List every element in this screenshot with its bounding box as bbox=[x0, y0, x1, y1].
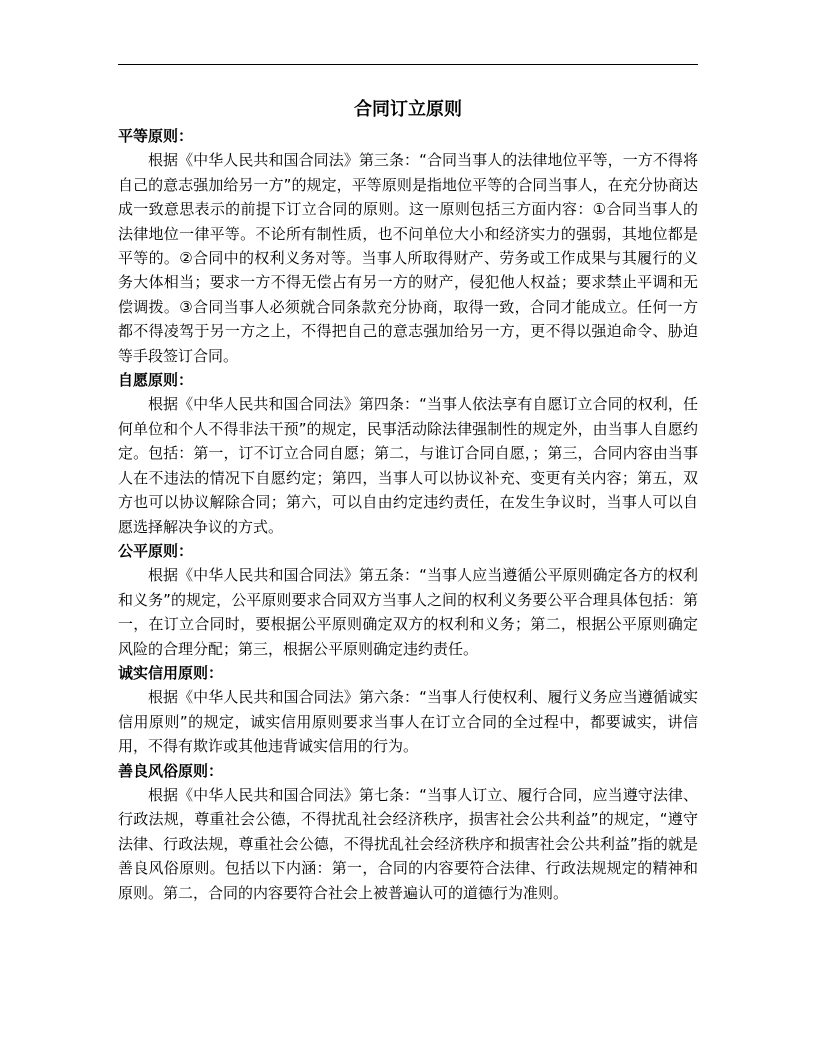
section-paragraph: 根据《中华人民共和国合同法》第六条：“当事人行使权利、履行义务应当遵循诚实信用原则”的规定，诚实信用原则要求当事人在订立合同的全过程中，都要诚实，讲信用，不得有欺诈或其他违背诚实信用的行为。 bbox=[118, 688, 698, 756]
section-heading: 平等原则： bbox=[118, 127, 194, 145]
header-rule bbox=[118, 64, 698, 65]
section-paragraph: 根据《中华人民共和国合同法》第七条：“当事人订立、履行合同，应当遵守法律、行政法规，尊重社会公德，不得扰乱社会经济秩序，损害社会公共利益”的规定，“遵守法律、行政法规，尊重社会公德，不得扰乱社会经济秩序和损害社会公共利益”指的就是善良风俗原则。包括以下内涵：第一，合同的内容要符合法律、行政法规规定的精神和原则。第二，合同的内容要符合社会上被普遍认可的道德行为准则。 bbox=[118, 785, 698, 902]
section-paragraph: 根据《中华人民共和国合同法》第三条：“合同当事人的法律地位平等，一方不得将自己的意志强加给另一方”的规定，平等原则是指地位平等的合同当事人，在充分协商达成一致意思表示的前提下订立合同的原则。这一原则包括三方面内容：①合同当事人的法律地位一律平等。不论所有制性质，也不问单位大小和经济实力的强弱，其地位都是平等的。②合同中的权利义务对等。当事人所取得财产、劳务或工作成果与其履行的义务大体相当；要求一方不得无偿占有另一方的财产，侵犯他人权益；要求禁止平调和无偿调拨。③合同当事人必须就合同条款充分协商，取得一致，合同才能成立。任何一方都不得凌驾于另一方之上，不得把自己的意志强加给另一方，更不得以强迫命令、胁迫等手段签订合同。 bbox=[118, 151, 698, 365]
section-paragraph: 根据《中华人民共和国合同法》第四条：“当事人依法享有自愿订立合同的权利，任何单位和个人不得非法干预”的规定，民事活动除法律强制性的规定外，由当事人自愿约定。包括：第一，订不订立合同自愿；第二，与谁订合同自愿，；第三，合同内容由当事人在不违法的情况下自愿约定；第四，当事人可以协议补充、变更有关内容；第五，双方也可以协议解除合同；第六，可以自由约定违约责任，在发生争议时，当事人可以自愿选择解决争议的方式。 bbox=[118, 395, 698, 536]
section-heading: 公平原则： bbox=[118, 541, 194, 560]
section-equality bbox=[118, 124, 698, 368]
section-good-faith bbox=[118, 661, 698, 759]
section-paragraph: 根据《中华人民共和国合同法》第五条：“当事人应当遵循公平原则确定各方的权利和义务”的规定，公平原则要求合同双方当事人之间的权利义务要公平合理具体包括：第一，在订立合同时，要根据公平原则确定双方的权利和义务；第二，根据公平原则确定风险的合理分配；第三，根据公平原则确定违约责任。 bbox=[118, 566, 698, 658]
section-public-order bbox=[118, 759, 698, 905]
section-heading: 自愿原则： bbox=[118, 371, 194, 390]
section-heading: 善良风俗原则： bbox=[118, 761, 224, 780]
section-voluntary bbox=[118, 368, 698, 539]
section-heading: 诚实信用原则： bbox=[118, 663, 224, 682]
document-body bbox=[118, 124, 698, 905]
document-title: 合同订立原则 bbox=[354, 99, 462, 120]
section-fairness bbox=[118, 539, 698, 661]
